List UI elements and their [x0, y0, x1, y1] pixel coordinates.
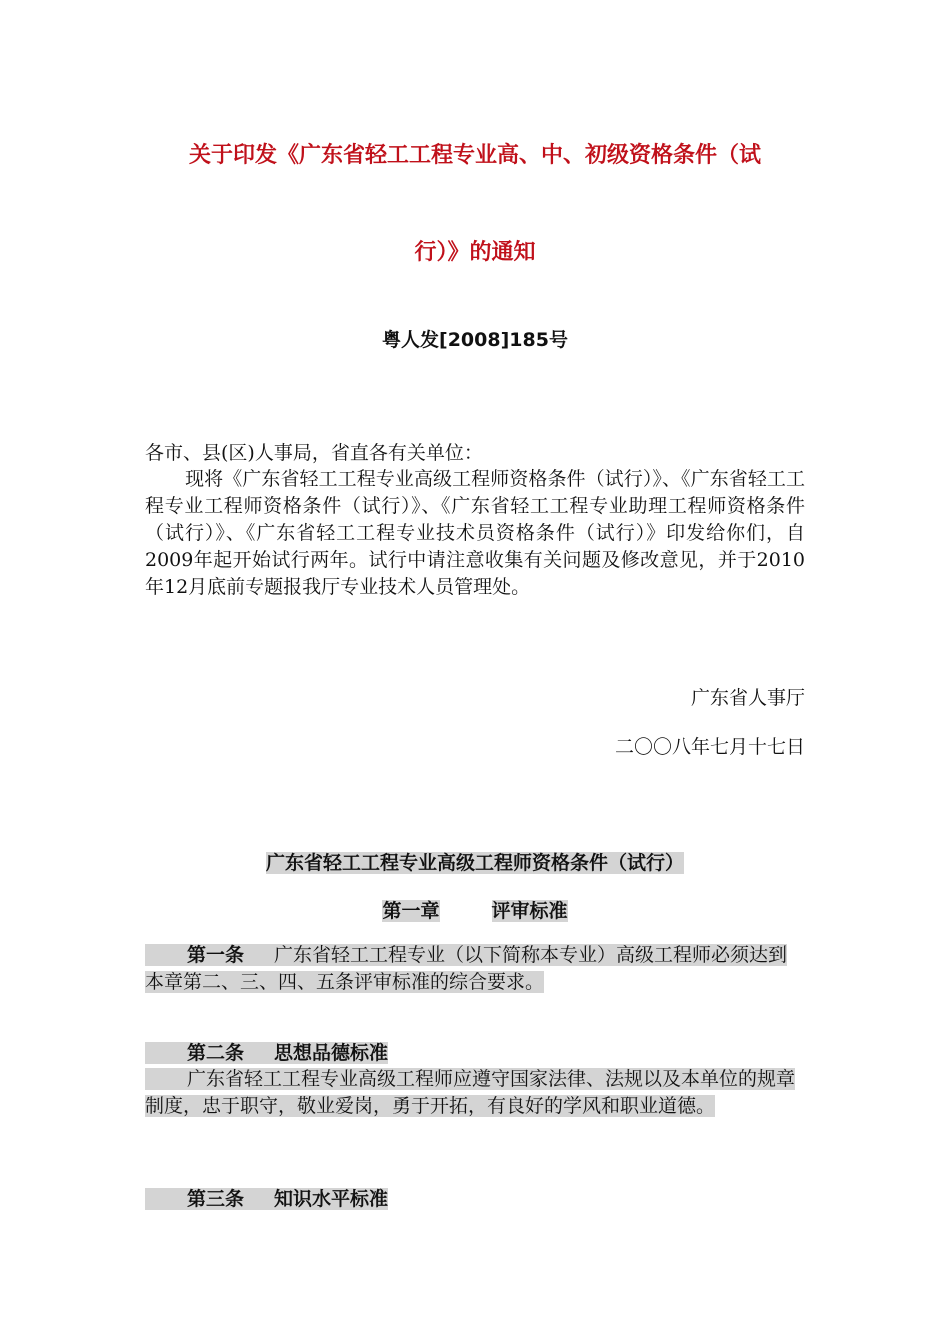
chapter-name: 评审标准 — [491, 900, 568, 922]
article-number: 第三条 — [187, 1188, 245, 1210]
notice-title-line1: 关于印发《广东省轻工工程专业高、中、初级资格条件（试 — [188, 143, 761, 168]
article-heading: 思想品德标准 — [274, 1042, 389, 1064]
greeting: 各市、县(区)人事局，省直各有关单位： — [145, 442, 483, 464]
article-number: 第一条 — [187, 944, 245, 966]
attachment-title-text: 广东省轻工工程专业高级工程师资格条件（试行） — [265, 852, 684, 874]
document-number: 粤人发[2008]185号 — [382, 329, 568, 351]
article-heading: 知识水平标准 — [274, 1188, 389, 1210]
article-text: 广东省轻工工程专业（以下简称本专业）高级工程师必须达到本章第二、三、四、五条评审标准的综合要求。 — [145, 944, 788, 993]
article-2-heading — [145, 1040, 805, 1067]
issue-date: 二〇〇八年七月十七日 — [614, 736, 805, 758]
issuer: 广东省人事厅 — [690, 687, 805, 709]
article-1 — [145, 942, 805, 996]
article-text: 广东省轻工工程专业高级工程师应遵守国家法律、法规以及本单位的规章制度，忠于职守，敬业爱岗，勇于开拓，有良好的学风和职业道德。 — [145, 1068, 796, 1117]
article-2-body — [145, 1066, 805, 1120]
attachment-title — [145, 848, 805, 875]
notice-title-line2: 行）》的通知 — [414, 240, 536, 265]
article-number: 第二条 — [187, 1042, 245, 1064]
notice-body-text: 现将《广东省轻工工程专业高级工程师资格条件（试行）》、《广东省轻工工程专业工程师资格条件（试行）》、《广东省轻工工程专业助理工程师资格条件（试行）》、《广东省轻工工程专业技术员资格条件（试行）》印发给你们，自2009年起开始试行两年。试行中请注意收集有关问题及修改意见，并于2010年12月底前专题报我厅专业技术人员管理处。 — [145, 468, 805, 598]
notice-body — [145, 466, 805, 601]
chapter-heading — [145, 896, 805, 923]
article-3-heading — [145, 1186, 805, 1213]
chapter-number: 第一章 — [382, 900, 440, 922]
